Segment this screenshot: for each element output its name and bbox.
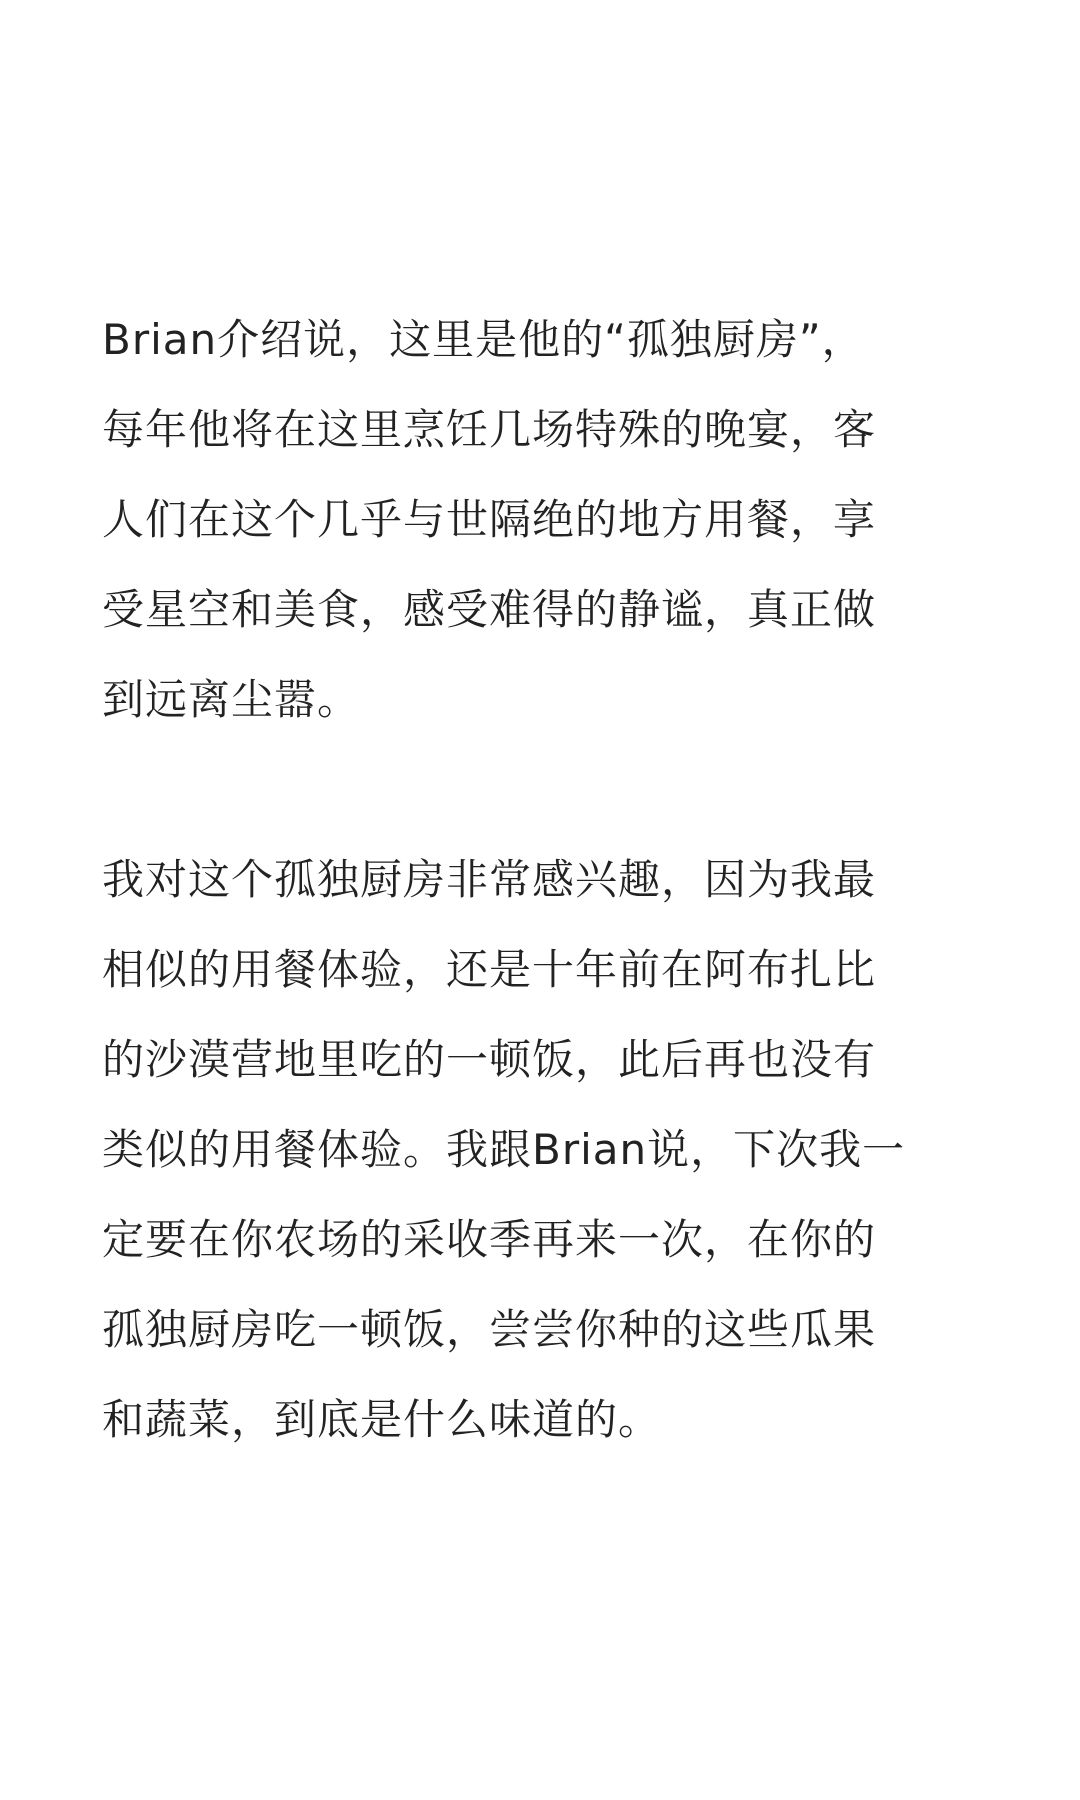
- text-line: 受星空和美食，感受难得的静谧，真正做: [102, 585, 877, 634]
- article-body: [102, 295, 978, 1465]
- text-line: 孤独厨房吃一顿饭，尝尝你种的这些瓜果: [102, 1305, 877, 1354]
- text-line: 到远离尘嚣。: [102, 675, 361, 724]
- text-line: Brian介绍说，这里是他的“孤独厨房”，: [102, 315, 865, 364]
- text-line: 和蔬菜，到底是什么味道的。: [102, 1395, 662, 1444]
- text-line: 的沙漠营地里吃的一顿饭，此后再也没有: [102, 1035, 877, 1084]
- paragraph-1: [102, 295, 978, 745]
- paragraph-2: [102, 835, 978, 1465]
- text-line: 定要在你农场的采收季再来一次，在你的: [102, 1215, 877, 1264]
- text-line: 类似的用餐体验。我跟Brian说，下次我一: [102, 1125, 906, 1174]
- text-line: 相似的用餐体验，还是十年前在阿布扎比: [102, 945, 877, 994]
- text-line: 人们在这个几乎与世隔绝的地方用餐，享: [102, 495, 877, 544]
- text-line: 我对这个孤独厨房非常感兴趣，因为我最: [102, 855, 877, 904]
- text-line: 每年他将在这里烹饪几场特殊的晚宴，客: [102, 405, 877, 454]
